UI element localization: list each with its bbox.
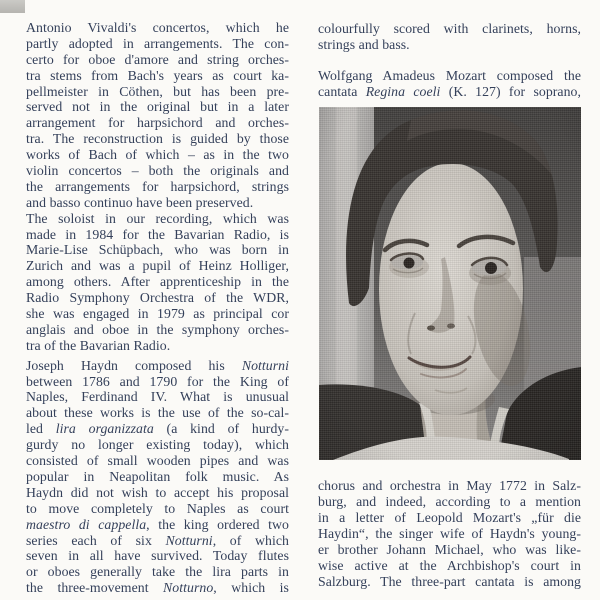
text-line: or oboes generally take the lira parts in: [26, 564, 289, 580]
text-line: Marie-Lise Schüpbach, who was born in: [26, 242, 289, 258]
paragraph: [26, 20, 289, 211]
right-column-top-text: [318, 21, 581, 100]
text-line: cantata Regina coeli (K. 127) for soprano,: [318, 84, 581, 99]
text-line: made in 1984 for the Bavarian Radio, is: [26, 226, 289, 242]
text-line: Antonio Vivaldi's concertos, which he: [26, 20, 289, 35]
text-line: Zurich and was a pupil of Heinz Holliger,: [26, 258, 289, 274]
text-line: the arrangements for harpsichord, strings: [26, 178, 289, 194]
text-line: served not in the original but in a later: [26, 99, 289, 115]
right-column-bottom-text: [318, 478, 581, 590]
text-line: tra stems from Bach's years as court ka-: [26, 67, 289, 83]
text-line: among others. After apprenticeship in the: [26, 274, 289, 290]
text-line: strings and bass.: [318, 37, 410, 52]
text-line: Haydn did not wish to accept his proposal: [26, 484, 289, 500]
text-line: series each of six Notturni, of which: [26, 532, 289, 548]
paragraph: [26, 211, 289, 354]
text-line: between 1786 and 1790 for the King of: [26, 373, 289, 389]
text-line: tra of the Bavarian Radio.: [26, 337, 171, 353]
right-text-column: [318, 21, 581, 590]
text-line: burg, and indeed, according to a mention: [318, 494, 581, 509]
text-line: colourfully scored with clarinets, horns,: [318, 21, 581, 36]
text-line: and basso continuo have been preserved.: [26, 194, 254, 210]
paragraph: [26, 358, 289, 596]
paragraph: [318, 21, 581, 53]
text-line: consisted of small wooden pipes and was: [26, 453, 289, 469]
paragraph: [318, 478, 581, 590]
text-line: works of Bach of which – as in the two: [26, 147, 289, 163]
text-line: Wolfgang Amadeus Mozart composed the: [318, 68, 581, 83]
text-line: Radio Symphony Orchestra of the WDR,: [26, 290, 289, 306]
text-line: wise active at the Archbishop's court in: [318, 558, 581, 573]
text-line: Naples, Ferdinand IV. What is unusual: [26, 389, 289, 405]
paragraph: [318, 68, 581, 100]
text-line: led lira organizzata (a kind of hurdy-: [26, 421, 289, 437]
text-line: Salzburg. The three-part cantata is among: [318, 574, 581, 589]
text-line: to move completely to Naples as court: [26, 500, 289, 516]
text-line: popular in Neapolitan folk music. As: [26, 468, 289, 484]
text-line: chorus and orchestra in May 1772 in Salz-: [318, 478, 581, 493]
text-line: seven in all have survived. Today flutes: [26, 548, 289, 564]
text-line: anglais and oboe in the symphony orches-: [26, 321, 289, 337]
text-line: tra. The reconstruction is guided by those: [26, 131, 289, 147]
text-line: pellmeister in Cöthen, but has been pre-: [26, 83, 289, 99]
text-line: er brother Johann Michael, who was like-: [318, 542, 581, 557]
scan-edge-artifact: [0, 0, 25, 13]
portrait-photo-drawing: [319, 107, 581, 460]
text-line: arrangement for harpsichord and orches-: [26, 115, 289, 131]
text-line: she was engaged in 1979 as principal cor: [26, 306, 289, 322]
text-line: gurdy no longer existing today), which: [26, 437, 289, 453]
text-line: Haydin“, the singer wife of Haydn's young-: [318, 526, 581, 541]
text-line: maestro di cappella, the king ordered two: [26, 516, 289, 532]
text-line: The soloist in our recording, which was: [26, 210, 289, 226]
text-line: the three-movement Notturno, which is: [26, 580, 289, 596]
text-line: violin concertos – both the originals and: [26, 163, 289, 179]
portrait-photo: [319, 107, 581, 460]
text-line: about these works is the use of the so-cal-: [26, 405, 289, 421]
text-line: certo for oboe d'amore and string orches-: [26, 51, 289, 67]
left-text-column: [26, 20, 289, 596]
text-line: partly adopted in arrangements. The con-: [26, 35, 289, 51]
text-line: in a letter of Leopold Mozart's „für die: [318, 510, 581, 525]
text-line: Joseph Haydn composed his Notturni: [26, 357, 289, 373]
